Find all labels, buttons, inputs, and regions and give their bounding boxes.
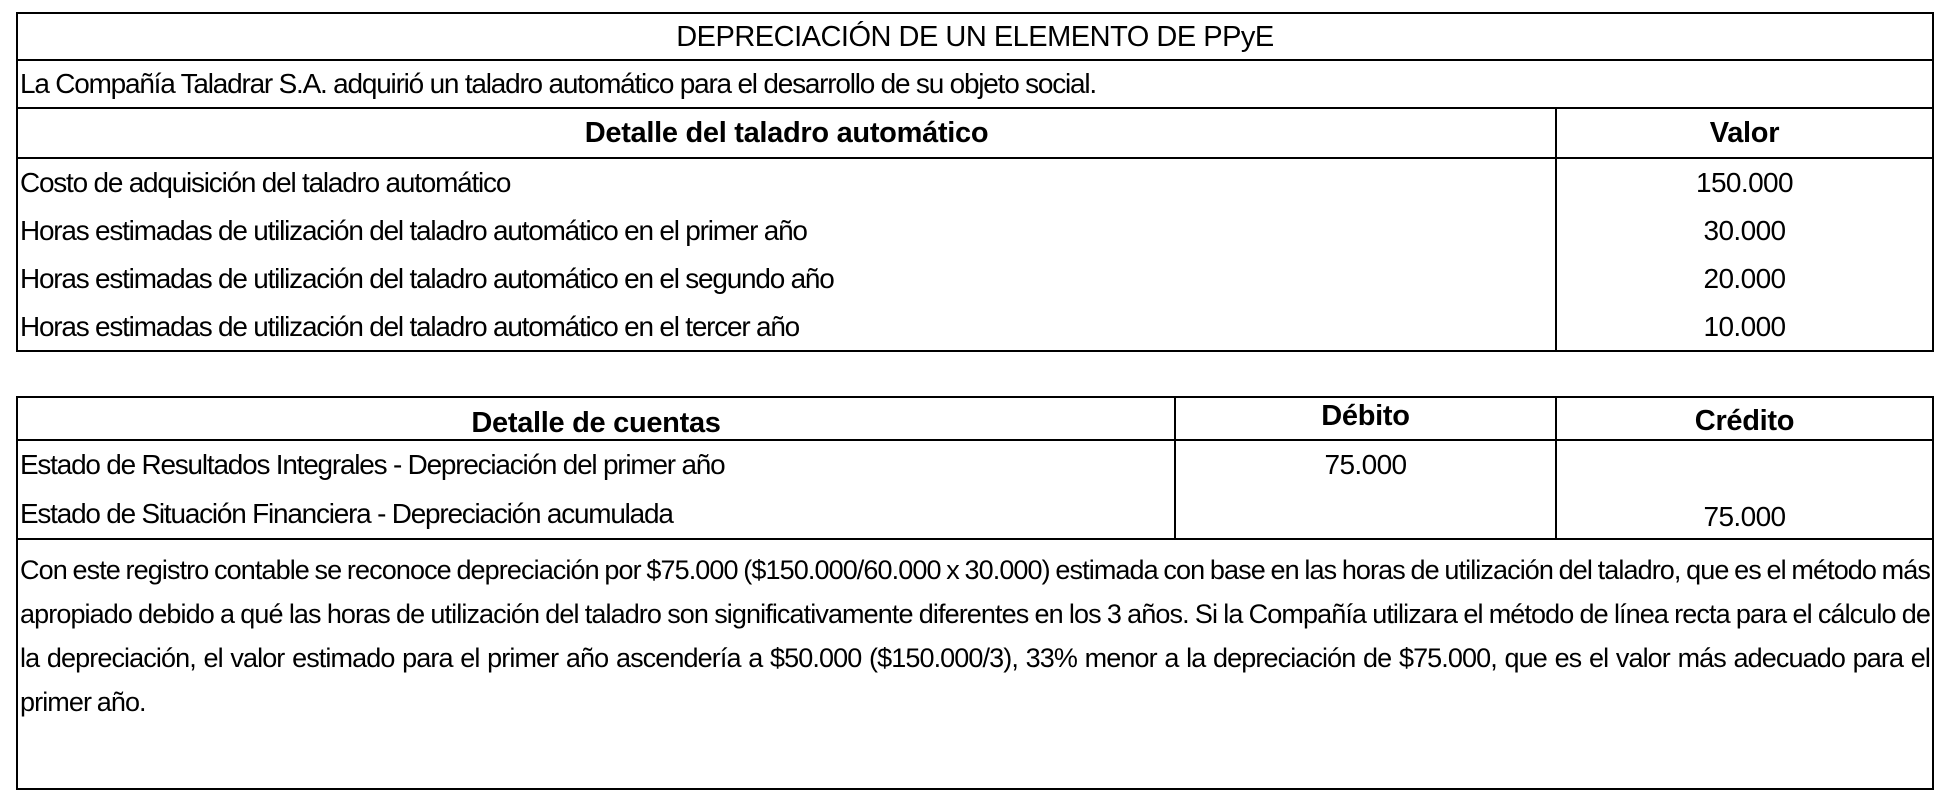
table1-header-row bbox=[18, 109, 1932, 157]
row-label: Horas estimadas de utilización del taladro automático en el segundo año bbox=[19, 263, 834, 294]
table2-header-row bbox=[18, 398, 1932, 440]
debit-value: 75.000 bbox=[1324, 449, 1407, 480]
header-value: Valor bbox=[1709, 116, 1780, 149]
credit-value bbox=[1557, 441, 1932, 489]
table-row bbox=[18, 303, 1932, 350]
explanation-text: Con este registro contable se reconoce depreciación por $75.000 ($150.000/60.000 x 30.000) estimada con base en las horas de utilización del taladro, que es el método más apropiado debido a qué las horas de utilización del taladro son significativamente diferentes en los 3 años. Si la Compañía utilizara el método de línea recta para el cálculo de la depreciación, el valor estimado para el primer año ascendería a $50.000 ($150.000/3), 33% menor a la depreciación de $75.000, que es el valor más adecuado para el primer año. bbox=[20, 555, 1930, 717]
table-row bbox=[18, 441, 1932, 489]
title-row bbox=[18, 14, 1932, 60]
journal-entry-table bbox=[16, 396, 1934, 790]
table-row bbox=[18, 255, 1932, 303]
column-divider bbox=[1174, 398, 1176, 540]
sheet-title: DEPRECIACIÓN DE UN ELEMENTO DE PPyE bbox=[676, 20, 1274, 53]
header-credit: Crédito bbox=[1694, 404, 1795, 437]
row-value: 150.000 bbox=[1695, 167, 1793, 198]
account-label: Estado de Situación Financiera - Depreciación acumulada bbox=[19, 498, 673, 529]
asset-detail-table bbox=[16, 12, 1934, 352]
table-row bbox=[18, 207, 1932, 255]
debit-value bbox=[1176, 489, 1555, 539]
intro-text: La Compañía Taladrar S.A. adquirió un taladro automático para el desarrollo de su objeto social. bbox=[19, 68, 1096, 99]
credit-value: 75.000 bbox=[1703, 501, 1786, 532]
intro-row bbox=[18, 61, 1932, 107]
row-label: Horas estimadas de utilización del taladro automático en el primer año bbox=[19, 215, 807, 246]
row-label: Horas estimadas de utilización del taladro automático en el tercer año bbox=[19, 310, 800, 342]
table-row bbox=[18, 159, 1932, 207]
header-debit: Débito bbox=[1321, 399, 1410, 432]
column-divider bbox=[1555, 398, 1557, 540]
row-value: 20.000 bbox=[1703, 263, 1786, 294]
row-label: Costo de adquisición del taladro automático bbox=[19, 167, 511, 198]
column-divider bbox=[1555, 109, 1557, 350]
header-detail: Detalle del taladro automático bbox=[584, 116, 989, 149]
divider bbox=[18, 538, 1932, 540]
row-value: 10.000 bbox=[1703, 310, 1786, 342]
row-value: 30.000 bbox=[1703, 215, 1786, 246]
table-row bbox=[18, 489, 1932, 539]
header-accounts: Detalle de cuentas bbox=[471, 406, 721, 439]
account-label: Estado de Resultados Integrales - Depreciación del primer año bbox=[19, 449, 725, 480]
